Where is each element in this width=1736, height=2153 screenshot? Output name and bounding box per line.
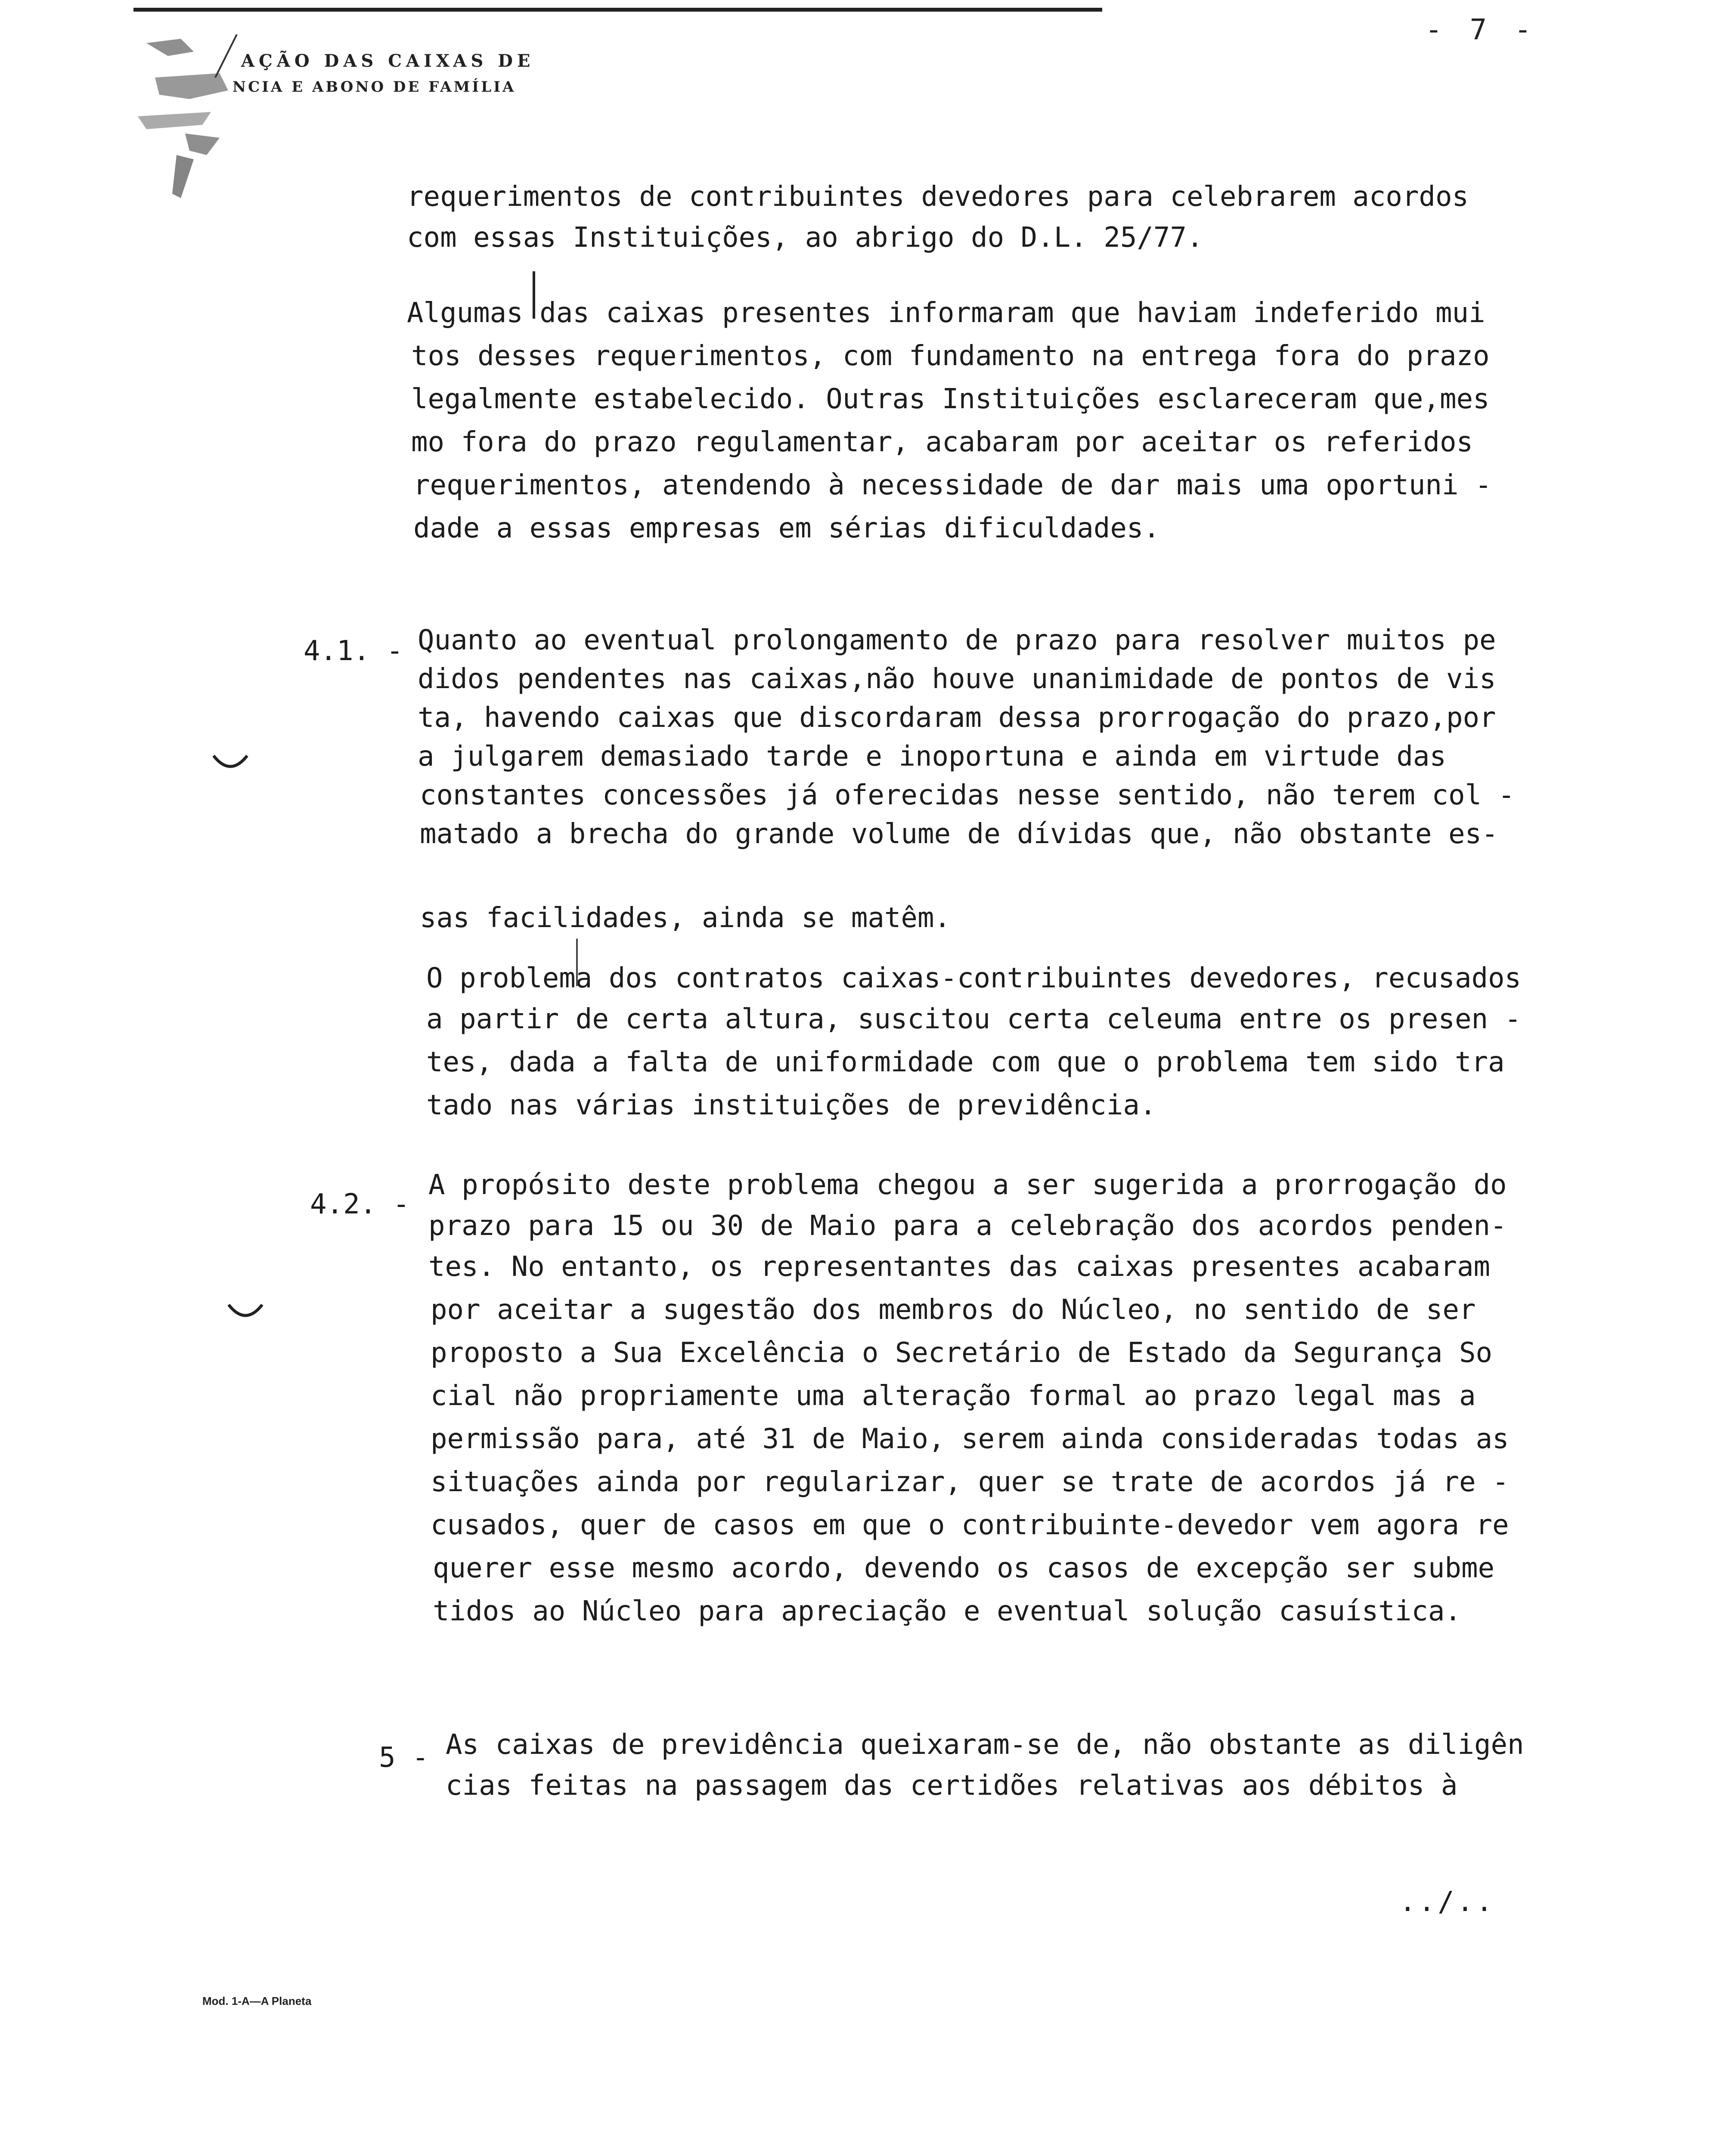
body-line: As caixas de previdência queixaram-se de, não obstante as diligên bbox=[446, 1729, 1524, 1761]
body-line: querer esse mesmo acordo, devendo os casos de excepção ser subme bbox=[433, 1552, 1494, 1584]
body-line: ta, havendo caixas que discordaram dessa prorrogação do prazo,por bbox=[418, 702, 1496, 734]
body-line: mo fora do prazo regulamentar, acabaram por aceitar os referidos bbox=[411, 426, 1473, 458]
section-number-5: 5 - bbox=[379, 1742, 429, 1774]
body-line: cusados, quer de casos em que o contribuinte-devedor vem agora re bbox=[431, 1509, 1509, 1541]
letterhead-rule bbox=[133, 8, 1102, 12]
body-line: tidos ao Núcleo para apreciação e eventual solução casuística. bbox=[433, 1595, 1461, 1627]
body-line: legalmente estabelecido. Outras Instituições esclareceram que,mes bbox=[411, 383, 1490, 415]
body-line: situações ainda por regularizar, quer se trate de acordos já re - bbox=[431, 1466, 1509, 1498]
body-line: permissão para, até 31 de Maio, serem ainda consideradas todas as bbox=[431, 1423, 1509, 1455]
body-line: tes. No entanto, os representantes das caixas presentes acabaram bbox=[428, 1251, 1490, 1283]
body-line: tes, dada a falta de uniformidade com que o problema tem sido tra bbox=[426, 1046, 1505, 1078]
body-line: Quanto ao eventual prolongamento de prazo para resolver muitos pe bbox=[418, 624, 1496, 656]
body-line: O problema dos contratos caixas-contribuintes devedores, recusados bbox=[426, 962, 1522, 994]
body-line: A propósito deste problema chegou a ser sugerida a prorrogação do bbox=[428, 1169, 1507, 1201]
punch-hole-mark bbox=[226, 1300, 265, 1326]
body-line: sas facilidades, ainda se matêm. bbox=[420, 902, 951, 934]
section-number-4-2: 4.2. - bbox=[310, 1188, 410, 1220]
body-line: proposto a Sua Excelência o Secretário de Estado da Segurança So bbox=[431, 1337, 1492, 1369]
body-line: Algumas das caixas presentes informaram que haviam indeferido mui bbox=[407, 297, 1485, 329]
form-footer: Mod. 1-A—A Planeta bbox=[202, 1995, 312, 2007]
letterhead-line-2: NCIA E ABONO DE FAMÍLIA bbox=[232, 78, 516, 96]
body-line: requerimentos de contribuintes devedores para celebrarem acordos bbox=[407, 181, 1469, 213]
continuation-mark: ../.. bbox=[1399, 1886, 1495, 1918]
section-number-4-1: 4.1. - bbox=[304, 635, 403, 667]
body-line: por aceitar a sugestão dos membros do Núcleo, no sentido de ser bbox=[431, 1294, 1476, 1326]
letterhead-line-1: AÇÃO DAS CAIXAS DE bbox=[241, 51, 535, 71]
body-line: a julgarem demasiado tarde e inoportuna e ainda em virtude das bbox=[418, 741, 1446, 772]
body-line: matado a brecha do grande volume de dívidas que, não obstante es- bbox=[420, 818, 1498, 850]
page-number: - 7 - bbox=[1425, 13, 1537, 46]
body-line: didos pendentes nas caixas,não houve unanimidade de pontos de vis bbox=[418, 663, 1496, 695]
insertion-mark bbox=[573, 939, 581, 986]
body-line: cial não propriamente uma alteração formal ao prazo legal mas a bbox=[431, 1380, 1476, 1412]
punch-hole-mark bbox=[211, 751, 250, 777]
body-line: tos desses requerimentos, com fundamento na entrega fora do prazo bbox=[411, 340, 1490, 372]
body-line: tado nas várias instituições de previdência. bbox=[426, 1089, 1156, 1121]
body-line: com essas Instituições, ao abrigo do D.L. 25/77. bbox=[407, 222, 1203, 254]
insertion-mark bbox=[530, 271, 538, 319]
body-line: requerimentos, atendendo à necessidade de dar mais uma oportuni - bbox=[413, 469, 1492, 501]
body-line: constantes concessões já oferecidas nesse sentido, não terem col - bbox=[420, 779, 1515, 811]
body-line: prazo para 15 ou 30 de Maio para a celebração dos acordos penden- bbox=[428, 1210, 1507, 1242]
body-line: dade a essas empresas em sérias dificuldades. bbox=[413, 512, 1160, 544]
body-line: cias feitas na passagem das certidões relativas aos débitos à bbox=[446, 1770, 1458, 1802]
body-line: a partir de certa altura, suscitou certa celeuma entre os presen - bbox=[426, 1003, 1522, 1035]
